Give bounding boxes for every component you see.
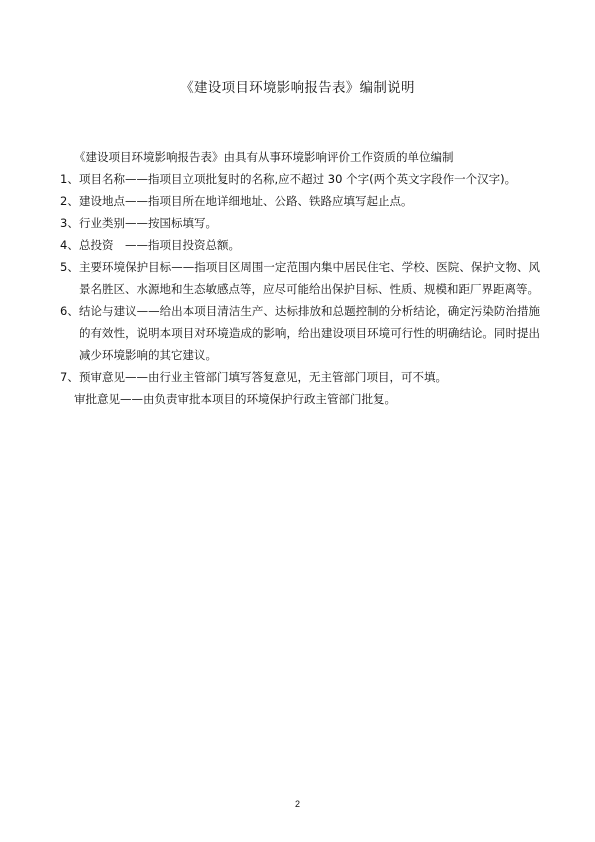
item-text: 总投资 ——指项目投资总额。 xyxy=(79,238,240,252)
intro-paragraph: 《建设项目环境影响报告表》由具有从事环境影响评价工作资质的单位编制 xyxy=(74,150,454,164)
list-item-3 xyxy=(60,212,540,234)
document-title: 《建设项目环境影响报告表》编制说明 xyxy=(180,80,415,96)
item-number: 1、 xyxy=(60,172,79,186)
approval-note: 审批意见——由负责审批本项目的环境保护行政主管部门批复。 xyxy=(74,392,396,406)
document-body xyxy=(60,146,540,410)
list-item-5 xyxy=(60,256,540,300)
list-item-7 xyxy=(60,366,540,388)
item-number: 5、 xyxy=(60,260,79,274)
item-text: 结论与建议——给出本项目清洁生产、达标排放和总题控制的分析结论，确定污染防治措施的有效性，说明本项目对环境造成的影响，给出建设项目环境可行性的明确结论。同时提出减少环境影响的其它建议。 xyxy=(79,304,540,362)
item-number: 3、 xyxy=(60,216,79,230)
item-text: 预审意见——由行业主管部门填写答复意见，无主管部门项目，可不填。 xyxy=(79,370,447,384)
item-number: 2、 xyxy=(60,194,79,208)
list-item-1 xyxy=(60,168,540,190)
list-item-6 xyxy=(60,300,540,366)
item-text: 建设地点——指项目所在地详细地址、公路、铁路应填写起止点。 xyxy=(79,194,413,208)
item-number: 4、 xyxy=(60,238,79,252)
list-item-4 xyxy=(60,234,540,256)
page-number: 2 xyxy=(294,799,300,809)
item-text: 主要环境保护目标——指项目区周围一定范围内集中居民住宅、学校、医院、保护文物、风景名胜区、水源地和生态敏感点等，应尽可能给出保护目标、性质、规模和距厂界距离等。 xyxy=(79,260,540,296)
item-number: 6、 xyxy=(60,304,79,318)
item-text: 行业类别——按国标填写。 xyxy=(79,216,217,230)
item-number: 7、 xyxy=(60,370,79,384)
item-text: 项目名称——指项目立项批复时的名称,应不超过 30 个字(两个英文字段作一个汉字)。 xyxy=(79,172,517,186)
list-item-2 xyxy=(60,190,540,212)
